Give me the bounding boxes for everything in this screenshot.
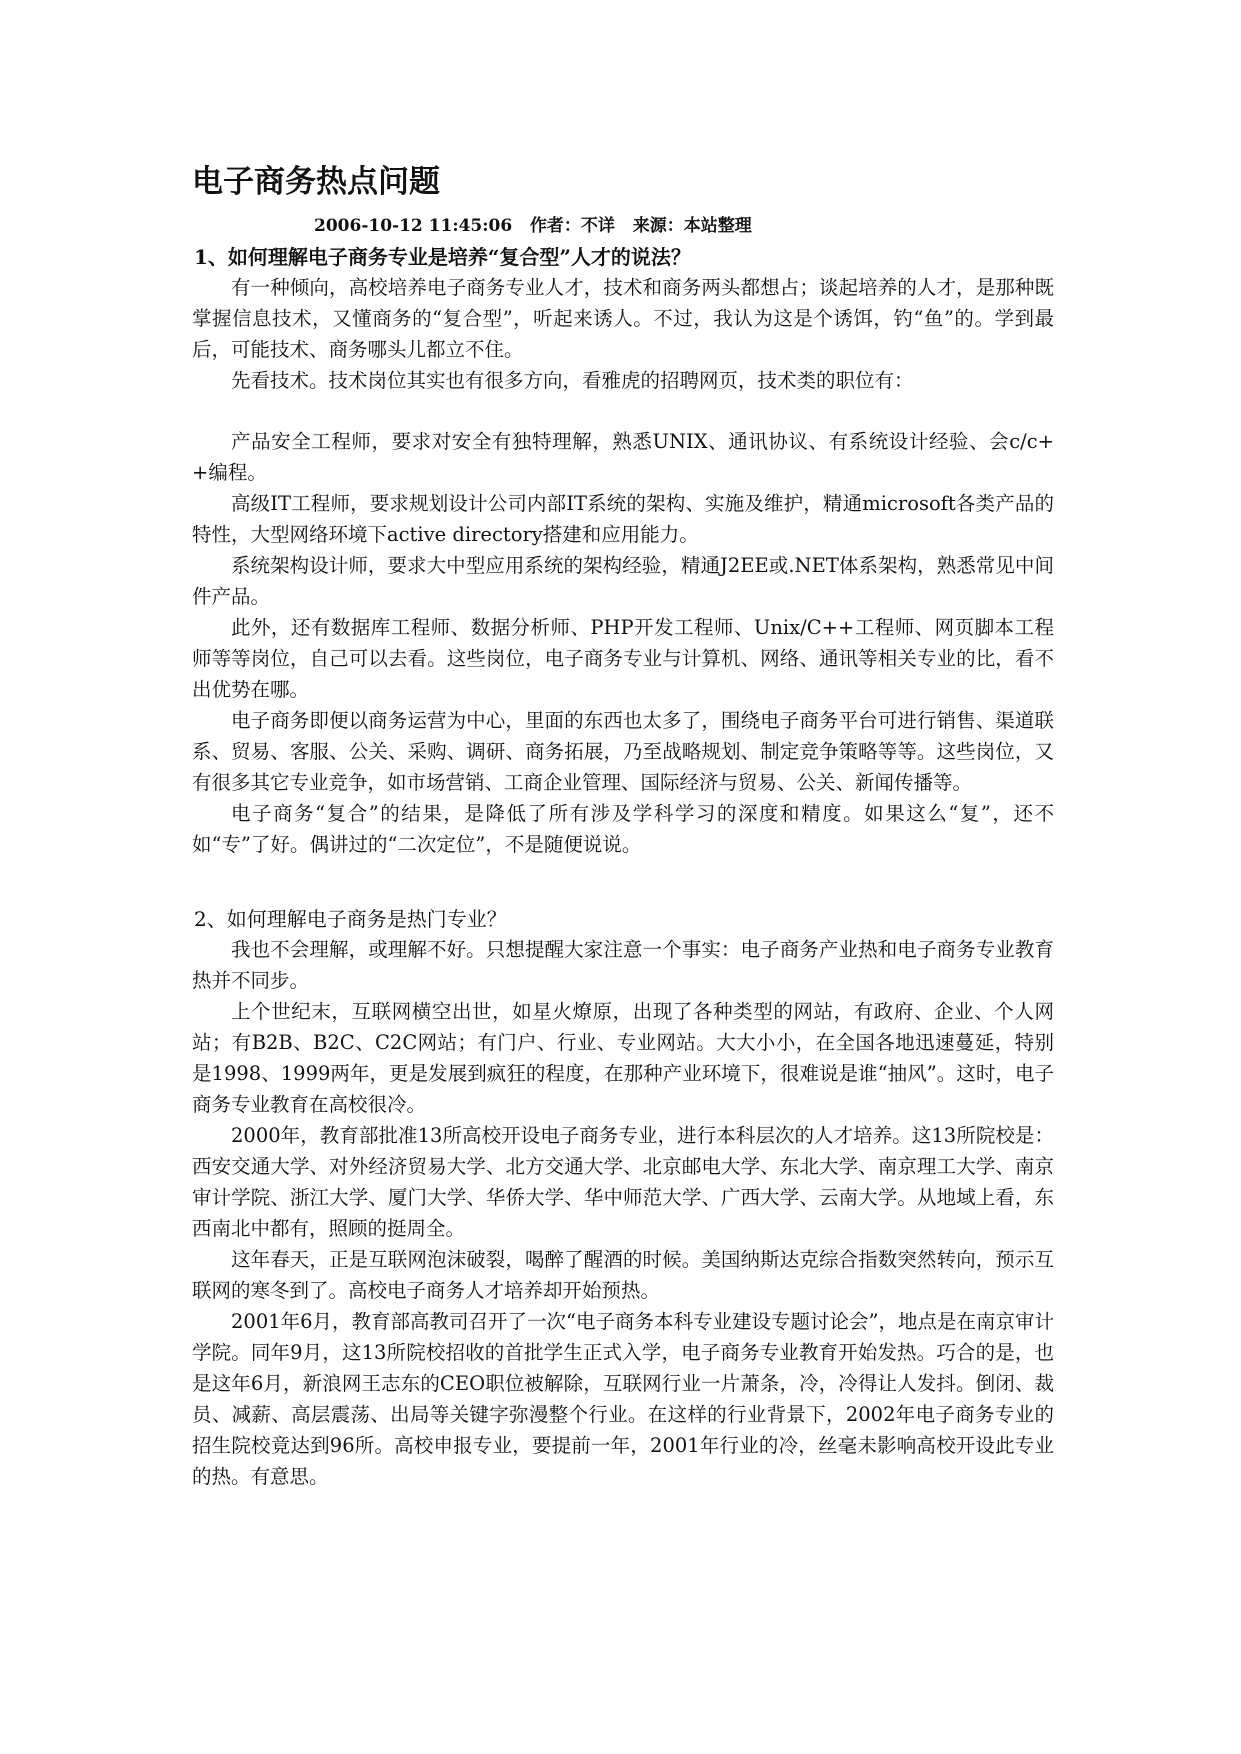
paragraph: 这年春天，正是互联网泡沫破裂，喝醉了醒酒的时候。美国纳斯达克综合指数突然转向，预示互联网的寒冬到了。高校电子商务人才培养却开始预热。: [192, 1248, 1054, 1302]
paragraph: 高级IT工程师，要求规划设计公司内部IT系统的架构、实施及维护，精通microsoft各类产品的特性，大型网络环境下active directory搭建和应用能力。: [192, 492, 1054, 546]
paragraph: 产品安全工程师，要求对安全有独特理解，熟悉UNIX、通讯协议、有系统设计经验、会c/c++编程。: [192, 430, 1054, 484]
article-meta: 2006-10-12 11:45:06 作者：不详 来源：本站整理: [314, 216, 752, 236]
paragraph: 我也不会理解，或理解不好。只想提醒大家注意一个事实：电子商务产业热和电子商务专业教育热并不同步。: [192, 938, 1054, 992]
document-page: [192, 160, 1054, 1492]
paragraph: 此外，还有数据库工程师、数据分析师、PHP开发工程师、Unix/C++工程师、网页脚本工程师等等岗位，自己可以去看。这些岗位，电子商务专业与计算机、网络、通讯等相关专业的比，看不出优势在哪。: [192, 616, 1054, 701]
section-1-heading: 1、如何理解电子商务专业是培养“复合型”人才的说法？: [194, 245, 691, 269]
paragraph: 上个世纪末，互联网横空出世，如星火燎原，出现了各种类型的网站，有政府、企业、个人网站；有B2B、B2C、C2C网站；有门户、行业、专业网站。大大小小，在全国各地迅速蔓延，特别是1998、1999两年，更是发展到疯狂的程度，在那种产业环境下，很难说是谁“抽风”。这时，电子商务专业教育在高校很冷。: [192, 1000, 1054, 1116]
paragraph: 先看技术。技术岗位其实也有很多方向，看雅虎的招聘网页，技术类的职位有：: [231, 369, 914, 392]
document-title: 电子商务热点问题: [192, 164, 440, 200]
blank-line: [192, 860, 1054, 904]
blank-line: [192, 396, 1054, 426]
paragraph: 电子商务“复合”的结果，是降低了所有涉及学科学习的深度和精度。如果这么“复”，还不如“专”了好。偶讲过的“二次定位”，不是随便说说。: [192, 802, 1054, 856]
paragraph: 电子商务即便以商务运营为中心，里面的东西也太多了，围绕电子商务平台可进行销售、渠道联系、贸易、客服、公关、采购、调研、商务拓展，乃至战略规划、制定竞争策略等等。这些岗位，又有很多其它专业竞争，如市场营销、工商企业管理、国际经济与贸易、公关、新闻传播等。: [192, 709, 1054, 794]
paragraph: 有一种倾向，高校培养电子商务专业人才，技术和商务两头都想占；谈起培养的人才，是那种既掌握信息技术，又懂商务的“复合型”，听起来诱人。不过，我认为这是个诱饵，钓“鱼”的。学到最后，可能技术、商务哪头儿都立不住。: [192, 276, 1054, 361]
paragraph: 2001年6月，教育部高教司召开了一次“电子商务本科专业建设专题讨论会”，地点是在南京审计学院。同年9月，这13所院校招收的首批学生正式入学，电子商务专业教育开始发热。巧合的是，也是这年6月，新浪网王志东的CEO职位被解除，互联网行业一片萧条，冷，冷得让人发抖。倒闭、裁员、减薪、高层震荡、出局等关键字弥漫整个行业。在这样的行业背景下，2002年电子商务专业的招生院校竟达到96所。高校申报专业，要提前一年，2001年行业的冷，丝毫未影响高校开设此专业的热。有意思。: [192, 1310, 1054, 1488]
paragraph: 2000年，教育部批准13所高校开设电子商务专业，进行本科层次的人才培养。这13所院校是：西安交通大学、对外经济贸易大学、北方交通大学、北京邮电大学、东北大学、南京理工大学、南京审计学院、浙江大学、厦门大学、华侨大学、华中师范大学、广西大学、云南大学。从地域上看，东西南北中都有，照顾的挺周全。: [192, 1124, 1054, 1240]
paragraph: 系统架构设计师，要求大中型应用系统的架构经验，精通J2EE或.NET体系架构，熟悉常见中间件产品。: [192, 554, 1054, 608]
section-2-heading: 2、如何理解电子商务是热门专业？: [194, 907, 507, 931]
